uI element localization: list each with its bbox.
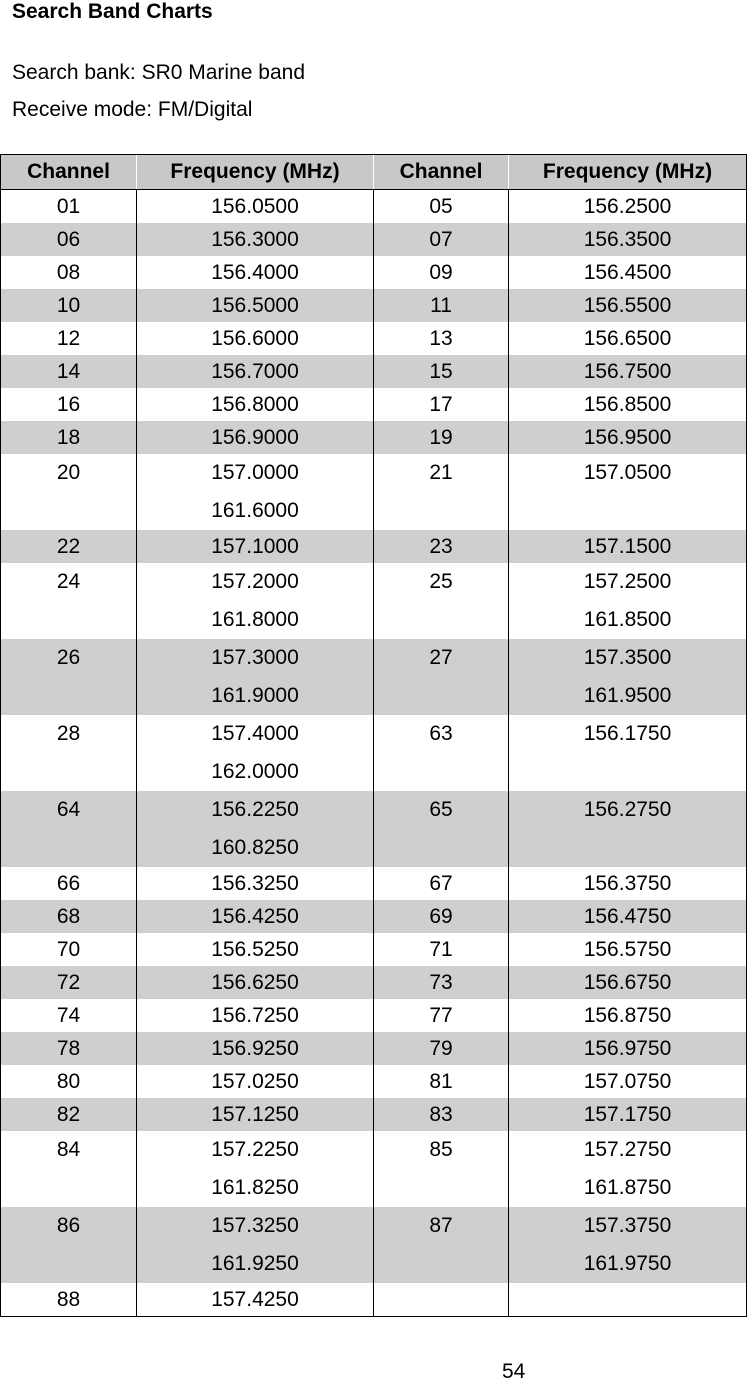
frequency-value: 156.5500 bbox=[583, 294, 672, 317]
channel-cell bbox=[1, 715, 137, 791]
channel-number: 17 bbox=[429, 393, 453, 416]
channel-number: 63 bbox=[429, 722, 453, 745]
channel-cell bbox=[374, 289, 509, 322]
channel-cell bbox=[1, 1207, 137, 1283]
channel-number: 06 bbox=[56, 228, 81, 251]
header-channel-2: Channel bbox=[374, 155, 509, 190]
table-row bbox=[1, 715, 747, 791]
channel-cell bbox=[1, 639, 137, 715]
frequency-value: 161.9750 bbox=[583, 1252, 672, 1275]
frequency-cell bbox=[509, 355, 747, 388]
frequency-cell bbox=[509, 563, 747, 639]
table-row bbox=[1, 900, 747, 933]
frequency-cell bbox=[137, 563, 374, 639]
frequency-value: 160.8250 bbox=[211, 836, 299, 859]
table-row bbox=[1, 530, 747, 563]
channel-cell bbox=[1, 1283, 137, 1317]
channel-number: 24 bbox=[56, 570, 81, 593]
channel-number: 16 bbox=[56, 393, 81, 416]
channel-number: 26 bbox=[56, 646, 81, 669]
frequency-value: 156.6750 bbox=[583, 971, 672, 994]
table-body bbox=[1, 190, 747, 1317]
frequency-value: 157.3000 bbox=[211, 646, 299, 669]
frequency-value: 157.0000 bbox=[211, 461, 299, 484]
frequency-cell bbox=[509, 1283, 747, 1317]
channel-number: 69 bbox=[429, 905, 453, 928]
channel-cell bbox=[1, 454, 137, 530]
frequency-value: 161.8250 bbox=[211, 1176, 299, 1199]
channel-number: 80 bbox=[56, 1070, 81, 1093]
channel-cell bbox=[1, 1098, 137, 1131]
channel-number: 64 bbox=[56, 798, 81, 821]
frequency-value: 156.3000 bbox=[211, 228, 299, 251]
frequency-cell bbox=[509, 639, 747, 715]
frequency-cell bbox=[137, 530, 374, 563]
channel-number: 13 bbox=[429, 327, 453, 350]
channel-cell bbox=[1, 1131, 137, 1207]
channel-cell bbox=[374, 715, 509, 791]
header-frequency-1: Frequency (MHz) bbox=[137, 155, 374, 190]
frequency-value: 157.1000 bbox=[211, 535, 299, 558]
channel-number: 65 bbox=[429, 798, 453, 821]
channel-number: 73 bbox=[429, 971, 453, 994]
frequency-cell bbox=[137, 999, 374, 1032]
table-row bbox=[1, 791, 747, 867]
frequency-value: 156.6500 bbox=[583, 327, 672, 350]
frequency-value: 157.3750 bbox=[583, 1214, 672, 1237]
table-row bbox=[1, 966, 747, 999]
table-row bbox=[1, 388, 747, 421]
channel-number: 77 bbox=[429, 1004, 453, 1027]
frequency-cell bbox=[509, 900, 747, 933]
channel-cell bbox=[374, 867, 509, 900]
table-row bbox=[1, 289, 747, 322]
channel-cell bbox=[374, 933, 509, 966]
table-row bbox=[1, 563, 747, 639]
frequency-value: 161.8500 bbox=[583, 608, 672, 631]
frequency-value: 157.1750 bbox=[583, 1103, 672, 1126]
frequency-cell bbox=[509, 1098, 747, 1131]
frequency-value: 156.4500 bbox=[583, 261, 672, 284]
channel-cell bbox=[1, 355, 137, 388]
channel-number: 78 bbox=[56, 1037, 81, 1060]
frequency-value: 156.0500 bbox=[211, 195, 299, 218]
frequency-value: 157.1250 bbox=[211, 1103, 299, 1126]
frequency-cell bbox=[509, 190, 747, 224]
frequency-value: 156.5750 bbox=[583, 938, 672, 961]
search-band-table bbox=[0, 154, 747, 1317]
channel-number: 19 bbox=[429, 426, 453, 449]
frequency-cell bbox=[137, 421, 374, 454]
table-row bbox=[1, 355, 747, 388]
frequency-cell bbox=[137, 1131, 374, 1207]
table-row bbox=[1, 1131, 747, 1207]
frequency-cell bbox=[137, 454, 374, 530]
channel-cell bbox=[374, 791, 509, 867]
frequency-cell bbox=[137, 900, 374, 933]
channel-number: 82 bbox=[56, 1103, 81, 1126]
frequency-cell bbox=[137, 933, 374, 966]
frequency-value: 156.4750 bbox=[583, 905, 672, 928]
frequency-cell bbox=[137, 388, 374, 421]
channel-number: 86 bbox=[56, 1214, 81, 1237]
channel-cell bbox=[374, 1098, 509, 1131]
frequency-cell bbox=[509, 256, 747, 289]
channel-number: 07 bbox=[429, 228, 453, 251]
frequency-value: 156.2500 bbox=[583, 195, 672, 218]
frequency-cell bbox=[137, 1098, 374, 1131]
channel-cell bbox=[1, 289, 137, 322]
frequency-cell bbox=[509, 1065, 747, 1098]
frequency-value: 156.1750 bbox=[583, 722, 672, 745]
channel-number: 20 bbox=[56, 461, 81, 484]
frequency-cell bbox=[509, 966, 747, 999]
table-row bbox=[1, 1207, 747, 1283]
frequency-cell bbox=[137, 966, 374, 999]
table-row bbox=[1, 867, 747, 900]
channel-cell bbox=[374, 322, 509, 355]
frequency-value: 156.2750 bbox=[583, 798, 672, 821]
channel-number: 87 bbox=[429, 1214, 453, 1237]
frequency-cell bbox=[509, 454, 747, 530]
channel-cell bbox=[1, 900, 137, 933]
page-title: Search Band Charts bbox=[12, 0, 213, 23]
channel-cell bbox=[374, 1032, 509, 1065]
frequency-value: 157.2250 bbox=[211, 1138, 299, 1161]
frequency-value: 156.6250 bbox=[211, 971, 299, 994]
frequency-cell bbox=[509, 791, 747, 867]
channel-cell bbox=[374, 1207, 509, 1283]
frequency-cell bbox=[137, 1207, 374, 1283]
frequency-cell bbox=[509, 421, 747, 454]
channel-number: 01 bbox=[56, 195, 81, 218]
frequency-value: 156.9500 bbox=[583, 426, 672, 449]
page-number: 54 bbox=[502, 1360, 526, 1383]
channel-cell bbox=[374, 454, 509, 530]
channel-number: 84 bbox=[56, 1138, 81, 1161]
frequency-value: 156.4000 bbox=[211, 261, 299, 284]
channel-cell bbox=[374, 530, 509, 563]
table-row bbox=[1, 1098, 747, 1131]
frequency-value: 156.3500 bbox=[583, 228, 672, 251]
channel-cell bbox=[374, 966, 509, 999]
channel-number: 25 bbox=[429, 570, 453, 593]
frequency-cell bbox=[137, 867, 374, 900]
channel-cell bbox=[374, 999, 509, 1032]
frequency-value: 156.8500 bbox=[583, 393, 672, 416]
channel-cell bbox=[374, 1283, 509, 1317]
frequency-value: 161.9500 bbox=[583, 684, 672, 707]
channel-cell bbox=[374, 223, 509, 256]
frequency-cell bbox=[509, 322, 747, 355]
frequency-cell bbox=[509, 289, 747, 322]
frequency-cell bbox=[509, 1207, 747, 1283]
frequency-value: 157.3250 bbox=[211, 1214, 299, 1237]
table-row bbox=[1, 1065, 747, 1098]
frequency-cell bbox=[137, 289, 374, 322]
frequency-value: 157.3500 bbox=[583, 646, 672, 669]
frequency-value: 156.9250 bbox=[211, 1037, 299, 1060]
frequency-value: 157.2000 bbox=[211, 570, 299, 593]
frequency-cell bbox=[137, 190, 374, 224]
frequency-cell bbox=[137, 639, 374, 715]
table-row bbox=[1, 454, 747, 530]
frequency-cell bbox=[137, 1065, 374, 1098]
frequency-value: 157.4000 bbox=[211, 722, 299, 745]
search-bank-line: Search bank: SR0 Marine band bbox=[12, 61, 306, 84]
channel-number: 08 bbox=[56, 261, 81, 284]
channel-number: 88 bbox=[56, 1288, 81, 1311]
table-header-row bbox=[1, 155, 747, 190]
channel-cell bbox=[374, 639, 509, 715]
channel-number: 12 bbox=[56, 327, 81, 350]
channel-number: 05 bbox=[429, 195, 453, 218]
channel-number: 15 bbox=[429, 360, 453, 383]
frequency-value: 156.7250 bbox=[211, 1004, 299, 1027]
frequency-value: 161.9250 bbox=[211, 1252, 299, 1275]
frequency-value: 156.7000 bbox=[211, 360, 299, 383]
table-row bbox=[1, 190, 747, 224]
channel-cell bbox=[1, 563, 137, 639]
channel-cell bbox=[374, 421, 509, 454]
frequency-cell bbox=[509, 1032, 747, 1065]
channel-cell bbox=[1, 421, 137, 454]
frequency-cell bbox=[137, 322, 374, 355]
table-row bbox=[1, 1032, 747, 1065]
frequency-value: 156.8750 bbox=[583, 1004, 672, 1027]
header-channel-1: Channel bbox=[1, 155, 137, 190]
frequency-value: 157.0250 bbox=[211, 1070, 299, 1093]
frequency-value: 156.8000 bbox=[211, 393, 299, 416]
channel-cell bbox=[1, 322, 137, 355]
channel-number: 79 bbox=[429, 1037, 453, 1060]
frequency-cell bbox=[509, 1131, 747, 1207]
frequency-cell bbox=[137, 223, 374, 256]
channel-number: 67 bbox=[429, 872, 453, 895]
channel-cell bbox=[1, 933, 137, 966]
channel-cell bbox=[374, 1131, 509, 1207]
channel-cell bbox=[374, 1065, 509, 1098]
frequency-cell bbox=[509, 933, 747, 966]
frequency-cell bbox=[137, 256, 374, 289]
table-row bbox=[1, 256, 747, 289]
channel-cell bbox=[374, 355, 509, 388]
frequency-value: 157.0500 bbox=[583, 461, 672, 484]
channel-cell bbox=[374, 563, 509, 639]
channel-number: 10 bbox=[56, 294, 81, 317]
channel-cell bbox=[1, 256, 137, 289]
channel-number: 83 bbox=[429, 1103, 453, 1126]
channel-number: 23 bbox=[429, 535, 453, 558]
frequency-cell bbox=[137, 1032, 374, 1065]
channel-cell bbox=[374, 256, 509, 289]
channel-cell bbox=[1, 1032, 137, 1065]
frequency-cell bbox=[137, 791, 374, 867]
frequency-value: 156.4250 bbox=[211, 905, 299, 928]
frequency-value: 156.9750 bbox=[583, 1037, 672, 1060]
channel-cell bbox=[1, 867, 137, 900]
channel-number: 72 bbox=[56, 971, 81, 994]
frequency-value: 157.4250 bbox=[211, 1288, 299, 1311]
frequency-value: 156.5250 bbox=[211, 938, 299, 961]
frequency-value: 156.3250 bbox=[211, 872, 299, 895]
channel-number: 09 bbox=[429, 261, 453, 284]
channel-number: 66 bbox=[56, 872, 81, 895]
table-row bbox=[1, 223, 747, 256]
table-row bbox=[1, 322, 747, 355]
frequency-value: 156.7500 bbox=[583, 360, 672, 383]
frequency-value: 157.2750 bbox=[583, 1138, 672, 1161]
frequency-cell bbox=[137, 1283, 374, 1317]
channel-cell bbox=[1, 388, 137, 421]
frequency-cell bbox=[137, 715, 374, 791]
frequency-cell bbox=[509, 867, 747, 900]
channel-number: 21 bbox=[429, 461, 453, 484]
channel-number: 81 bbox=[429, 1070, 453, 1093]
frequency-value: 161.6000 bbox=[211, 499, 299, 522]
channel-number: 22 bbox=[56, 535, 81, 558]
channel-number: 74 bbox=[56, 1004, 81, 1027]
table-row bbox=[1, 421, 747, 454]
channel-cell bbox=[1, 530, 137, 563]
frequency-value: 157.0750 bbox=[583, 1070, 672, 1093]
frequency-value: 161.9000 bbox=[211, 684, 299, 707]
table-row bbox=[1, 639, 747, 715]
frequency-cell bbox=[509, 999, 747, 1032]
channel-cell bbox=[374, 190, 509, 224]
frequency-cell bbox=[509, 388, 747, 421]
channel-number: 14 bbox=[56, 360, 81, 383]
table-row bbox=[1, 1283, 747, 1317]
channel-cell bbox=[1, 791, 137, 867]
channel-number: 68 bbox=[56, 905, 81, 928]
frequency-value: 156.9000 bbox=[211, 426, 299, 449]
receive-mode-line: Receive mode: FM/Digital bbox=[12, 98, 253, 121]
channel-cell bbox=[1, 966, 137, 999]
channel-cell bbox=[1, 190, 137, 224]
channel-cell bbox=[1, 1065, 137, 1098]
frequency-value: 156.2250 bbox=[211, 798, 299, 821]
channel-number: 27 bbox=[429, 646, 453, 669]
frequency-cell bbox=[509, 715, 747, 791]
frequency-value: 156.6000 bbox=[211, 327, 299, 350]
frequency-value: 156.5000 bbox=[211, 294, 299, 317]
channel-number: 18 bbox=[56, 426, 81, 449]
channel-number: 11 bbox=[430, 294, 452, 317]
channel-number: 85 bbox=[429, 1138, 453, 1161]
frequency-value: 156.3750 bbox=[583, 872, 672, 895]
frequency-value: 161.8000 bbox=[211, 608, 299, 631]
channel-number: 28 bbox=[56, 722, 81, 745]
frequency-cell bbox=[137, 355, 374, 388]
frequency-value: 157.2500 bbox=[583, 570, 672, 593]
table-row bbox=[1, 999, 747, 1032]
channel-cell bbox=[374, 388, 509, 421]
frequency-value: 161.8750 bbox=[583, 1176, 672, 1199]
channel-number: 71 bbox=[429, 938, 453, 961]
channel-cell bbox=[374, 900, 509, 933]
frequency-value: 157.1500 bbox=[583, 535, 672, 558]
frequency-cell bbox=[509, 223, 747, 256]
header-frequency-2: Frequency (MHz) bbox=[509, 155, 747, 190]
channel-cell bbox=[1, 223, 137, 256]
frequency-cell bbox=[509, 530, 747, 563]
frequency-value: 162.0000 bbox=[211, 760, 299, 783]
table-row bbox=[1, 933, 747, 966]
channel-cell bbox=[1, 999, 137, 1032]
channel-number: 70 bbox=[56, 938, 81, 961]
